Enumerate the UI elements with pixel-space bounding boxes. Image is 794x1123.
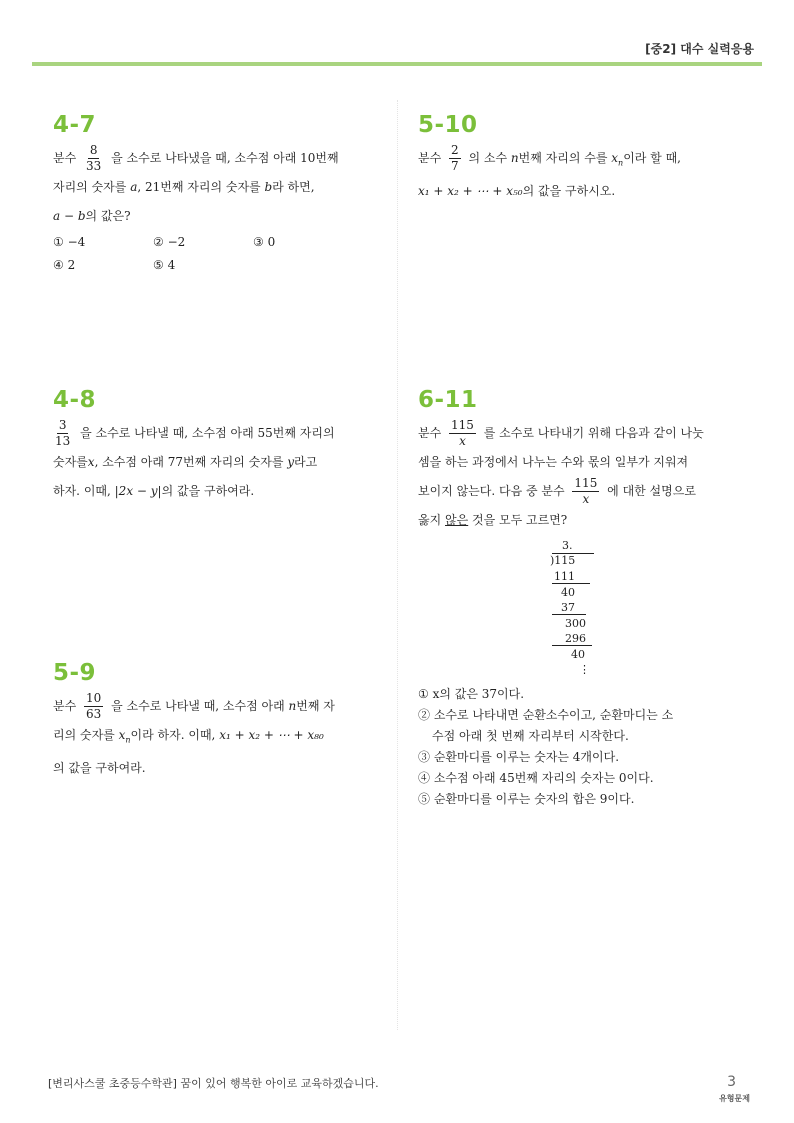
problem-text: $\frac{3}{13}$ 을 소수로 나타낼 때, 소수점 아래 55번째 자리의 숫자를x, 소수점 아래 77번째 자리의 숫자를 y라고 하자. 이때, |2x − y|의 값을 구하여라. (53, 418, 335, 498)
problem-5-10 (418, 112, 748, 206)
problem-number: 4-8 (53, 387, 97, 413)
division-step: 300 (565, 617, 586, 630)
footer-text: [변리사스쿨 초중등수학관] 꿈이 있어 행복한 아이로 교육하겠습니다. (48, 1077, 379, 1090)
fraction: $\frac{115}{x}$ (451, 418, 474, 448)
option-5[interactable]: ⑤ 순환마디를 이루는 숫자의 합은 9이다. (418, 792, 635, 806)
problem-number: 6-11 (418, 387, 478, 413)
statement-options (418, 684, 748, 810)
option-3[interactable]: ③ 순환마디를 이루는 숫자는 4개이다. (418, 750, 620, 764)
choice[interactable]: ① −4 (53, 235, 86, 249)
fraction: $\frac{2}{7}$ (451, 143, 459, 173)
fraction: $\frac{115}{x}$ (574, 476, 598, 506)
problem-6-11 (418, 387, 748, 535)
quotient: 3. (562, 539, 573, 552)
problem-text: 분수 $\frac{8}{33}$ 을 소수로 나타냈을 때, 소수점 아래 10번째 자리의 숫자를 a, 21번째 자리의 숫자를 b라 하면, a − b의 값은? (53, 143, 339, 223)
division-step: ⋮ (579, 663, 590, 676)
division-step: 37 (561, 601, 575, 614)
problem-number: 4-7 (53, 112, 97, 138)
page-label: 유형문제 (719, 1094, 750, 1103)
dividend: )115 (550, 554, 576, 567)
problem-text: 분수 $\frac{115}{x}$ 를 소수로 나타내기 위해 다음과 같이 나눗 셈을 하는 과정에서 나누는 수와 몫의 일부가 지워져 보이지 않는다. 다음 중 분수 $\frac{115}{x}$ 에 대한 설명으로 옳지 않은 것을 모두 고르면? (418, 418, 704, 527)
choice[interactable]: ⑤ 4 (153, 258, 176, 272)
option-4[interactable]: ④ 소수점 아래 45번째 자리의 숫자는 0이다. (418, 771, 654, 785)
header-title: [중2] 대수 실력응용 (645, 42, 754, 56)
underlined-negation: 않은 (445, 513, 469, 527)
problem-4-8 (53, 387, 383, 506)
option-2[interactable]: ② 소수로 나타내면 순환소수이고, 순환마디는 소 (418, 708, 674, 722)
answer-choices (53, 231, 383, 277)
problem-number: 5-10 (418, 112, 478, 138)
choice[interactable]: ② −2 (153, 235, 186, 249)
column-divider (397, 100, 398, 1030)
problem-number: 5-9 (53, 660, 97, 686)
fraction: $\frac{8}{33}$ (86, 143, 102, 173)
problem-4-7 (53, 112, 383, 277)
problem-5-9 (53, 660, 383, 783)
division-step: 40 (571, 648, 585, 661)
problem-text: 분수 $\frac{2}{7}$ 의 소수 n번째 자리의 수를 $x_n$이라 할 때, x₁ + x₂ + ⋯ + x₅₀의 값을 구하시오. (418, 143, 681, 199)
page-number: 3 (727, 1074, 736, 1090)
division-step: 40 (561, 586, 575, 599)
division-step: 111 (554, 570, 575, 583)
problem-text: 분수 $\frac{10}{63}$ 을 소수로 나타낼 때, 소수점 아래 n번째 자 리의 숫자를 $x_n$이라 하자. 이때, x₁ + x₂ + ⋯ + x₈₀ 의 값을 구하여라. (53, 691, 335, 776)
header-rule (32, 62, 762, 66)
fraction: $\frac{3}{13}$ (55, 418, 71, 448)
choice[interactable]: ③ 0 (253, 235, 276, 249)
choice[interactable]: ④ 2 (53, 258, 76, 272)
fraction: $\frac{10}{63}$ (86, 691, 102, 721)
option-2-continued: 수점 아래 첫 번째 자리부터 시작한다. (432, 729, 629, 743)
division-step: 296 (565, 632, 586, 645)
option-1[interactable]: ① x의 값은 37이다. (418, 687, 525, 701)
